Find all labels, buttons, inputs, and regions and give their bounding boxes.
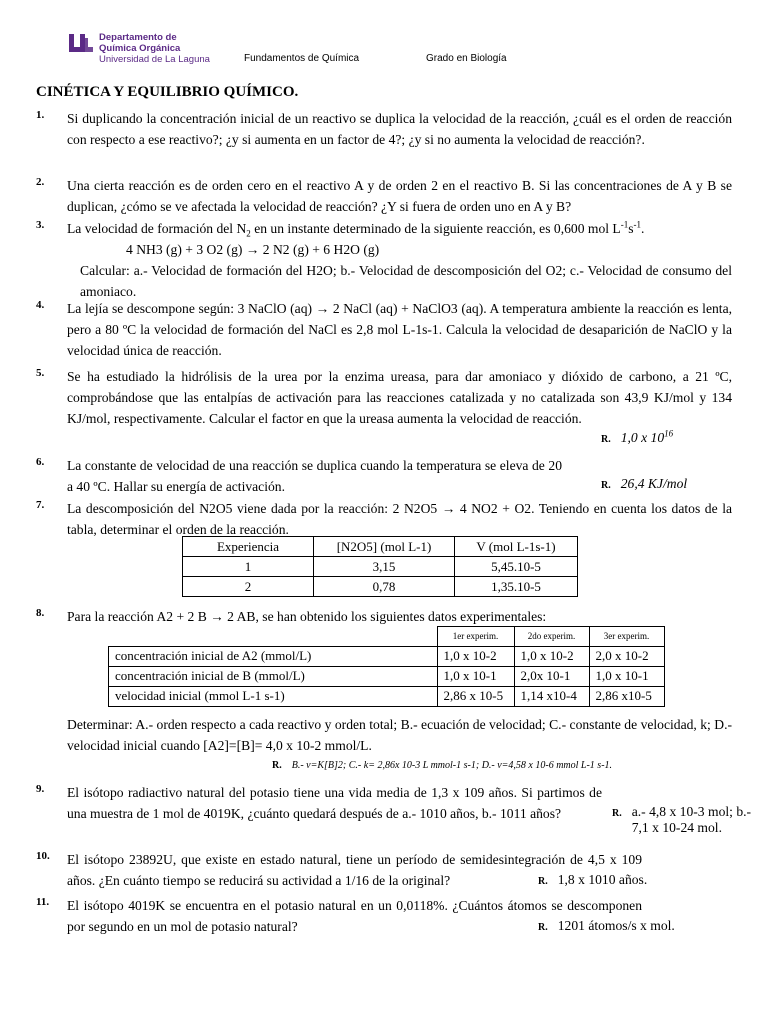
table-cell: 2,86 x 10-5: [437, 686, 514, 706]
table-header: 3er experim.: [589, 627, 664, 647]
answer-6: [601, 476, 687, 492]
answer-mark-icon: R.: [601, 434, 611, 445]
table-q7: [182, 536, 578, 597]
answer-mark-icon: R.: [272, 760, 282, 771]
table-cell: 1,14 x10-4: [514, 686, 589, 706]
question-7: [36, 498, 732, 540]
answer-text: 1,0 x 10: [620, 430, 665, 445]
table-cell: 1,0 x 10-1: [437, 666, 514, 686]
answer-mark-icon: R.: [538, 876, 548, 887]
question-3: [36, 218, 732, 302]
table-row: [183, 577, 578, 597]
row-label: concentración inicial de B (mmol/L): [109, 666, 438, 686]
question-number: 4.: [36, 299, 45, 311]
answer-11: [538, 918, 675, 934]
question-number: 10.: [36, 850, 50, 862]
table-cell: 2,0 x 10-2: [589, 646, 664, 666]
question-number: 11.: [36, 896, 50, 908]
answer-5: [601, 430, 673, 446]
page-title: CINÉTICA Y EQUILIBRIO QUÍMICO.: [36, 84, 299, 100]
question-text: El isótopo radiactivo natural del potasio tiene una vida media de 1,3 x 109 años. Si partimos de una muestra de 1 mol de 4019K, ¿cuánto quedará después de a.- 1010 años, b.- 1011 años?: [67, 785, 602, 821]
table-row: [109, 646, 665, 666]
question-2: [36, 175, 732, 217]
table-cell: 2,86 x10-5: [589, 686, 664, 706]
question-number: 2.: [36, 176, 45, 188]
calc-instructions: Calcular: a.- Velocidad de formación del H2O; b.- Velocidad de descomposición del O2; c.- Velocidad de consumo del amoniaco.: [80, 263, 732, 299]
row-label: velocidad inicial (mmol L-1 s-1): [109, 686, 438, 706]
answer-exp: 16: [664, 428, 674, 439]
question-number: 9.: [36, 783, 45, 795]
answer-mark-icon: R.: [538, 922, 548, 933]
answer-8: [272, 760, 612, 771]
answer-9: [612, 804, 752, 836]
table-cell: 5,45.10-5: [455, 557, 578, 577]
answer-text: 26,4 KJ/mol: [620, 476, 688, 491]
row-label: concentración inicial de A2 (mmol/L): [109, 646, 438, 666]
table-corner: [109, 627, 438, 647]
determine-text: Determinar: A.- orden respecto a cada reactivo y orden total; B.- ecuación de velocidad; C.- constante de velocidad, k; D.- velocidad inicial cuando [A2]=[B]= 4,0 x 10-2 mmol/L.: [67, 717, 732, 753]
table-cell: 2: [183, 577, 314, 597]
answer-text: B.- v=K[B]2; C.- k= 2,86x 10-3 L mmol-1 s-1; D.- v=4,58 x 10-6 mmol L-1 s-1.: [291, 760, 613, 771]
table-header: V (mol L-1s-1): [455, 537, 578, 557]
table-cell: 1,0 x 10-2: [437, 646, 514, 666]
question-5: [36, 366, 732, 429]
q3-text-a: La velocidad de formación del N: [67, 221, 247, 236]
page-header: [0, 28, 768, 68]
q3-text-b: en un instante determinado de la siguiente reacción, es 0,600 mol L: [250, 221, 621, 236]
question-text: Si duplicando la concentración inicial de un reactivo se duplica la velocidad de la reacción, ¿cuál es el orden de reacción con respecto a ese reactivo?; ¿y si aumenta en un factor de 4?; ¿y si no aumenta la velocidad de reacción?.: [67, 111, 732, 147]
course-name: Fundamentos de Química: [244, 53, 360, 64]
ull-logo-icon: [68, 32, 94, 54]
question-text: La velocidad de formación del $N_2$ en un instante determinado de la siguiente reacción, es 0,600 mol $L^{-1}s^{-1}$.: [67, 219, 645, 239]
question-number: 6.: [36, 456, 45, 468]
question-text: Se ha estudiado la hidrólisis de la urea por la enzima ureasa, para dar amoniaco y dióxido de carbono, a 21 ºC, comprobándose que las entalpías de activación para las reacciones catalizada y no catalizada son 43,9 KJ/mol y 134 KJ/mol, respectivamente. Calcular el factor en que la ureasa aumenta la velocidad de reacción.: [67, 369, 732, 426]
table-header: Experiencia: [183, 537, 314, 557]
question-number: 8.: [36, 607, 45, 619]
answer-mark-icon: R.: [601, 480, 611, 491]
q3-text-c: .: [641, 221, 645, 236]
question-number: 3.: [36, 219, 45, 231]
question-text: La lejía se descompone según: 3 NaClO (aq) → 2 NaCl (aq) + NaClO3 (aq). A temperatura ambiente la reacción es lenta, pero a 80 ºC la velocidad de formación del NaCl es 2,8 mol L-1s-1. Calcula la velocidad de desaparición de NaClO y la velocidad única de reacción.: [67, 301, 732, 358]
table-header-row: [183, 537, 578, 557]
logo-line1: Departamento de: [99, 32, 177, 43]
question-text: La descomposición del N2O5 viene dada por la reacción: 2 N2O5 → 4 NO2 + O2. Teniendo en cuenta los datos de la tabla, determinar el orden de la reacción.: [67, 501, 732, 537]
question-text: Para la reacción A2 + 2 B → 2 AB, se han obtenido los siguientes datos experimentales:: [67, 609, 547, 624]
question-text: La constante de velocidad de una reacción se duplica cuando la temperatura se eleva de 20 a 40 ºC. Hallar su energía de activación.: [67, 458, 562, 494]
question-text: El isótopo 23892U, que existe en estado natural, tiene un período de semidesintegración de 4,5 x 109 años. ¿En cuánto tiempo se reducirá su actividad a 1/16 de la original?: [67, 852, 642, 888]
table-header: [N2O5] (mol L-1): [314, 537, 455, 557]
table-header-row: [109, 627, 665, 647]
table-header: 1er experim.: [437, 627, 514, 647]
answer-text: 1201 átomos/s x mol.: [557, 918, 675, 933]
question-4: [36, 298, 732, 361]
question-1: [36, 108, 732, 150]
table-cell: 1,0 x 10-1: [589, 666, 664, 686]
table-q8: [108, 626, 665, 707]
table-cell: 1: [183, 557, 314, 577]
table-row: [109, 686, 665, 706]
reaction-equation: 4 NH3 (g) + 3 O2 (g) → 2 N2 (g) + 6 H2O (g): [126, 242, 380, 257]
question-text: Una cierta reacción es de orden cero en el reactivo A y de orden 2 en el reactivo B. Si las concentraciones de A y B se duplican, ¿cómo se ve afectada la velocidad de reacción? ¿Y si fuera de orden uno en A y B?: [67, 178, 732, 214]
question-number: 7.: [36, 499, 45, 511]
logo-line3: Universidad de La Laguna: [99, 54, 210, 65]
question-8: [36, 606, 732, 627]
answer-mark-icon: R.: [612, 808, 622, 819]
grade-name: Grado en Biología: [426, 53, 507, 64]
table-header: 2do experim.: [514, 627, 589, 647]
question-number: 5.: [36, 367, 45, 379]
table-cell: 2,0x 10-1: [514, 666, 589, 686]
question-text: El isótopo 4019K se encuentra en el potasio natural en un 0,0118%. ¿Cuántos átomos se descomponen por segundo en un mol de potasio natural?: [67, 898, 642, 934]
answer-10: [538, 872, 647, 888]
logo-line2: Química Orgánica: [99, 43, 181, 54]
table-cell: 0,78: [314, 577, 455, 597]
table-cell: 3,15: [314, 557, 455, 577]
question-8-determine: [36, 714, 732, 756]
table-cell: 1,35.10-5: [455, 577, 578, 597]
question-number: 1.: [36, 109, 45, 121]
table-row: [109, 666, 665, 686]
table-cell: 1,0 x 10-2: [514, 646, 589, 666]
answer-text: a.- 4,8 x 10-3 mol; b.- 7,1 x 10-24 mol.: [631, 804, 752, 835]
table-row: [183, 557, 578, 577]
answer-text: 1,8 x 1010 años.: [557, 872, 648, 887]
